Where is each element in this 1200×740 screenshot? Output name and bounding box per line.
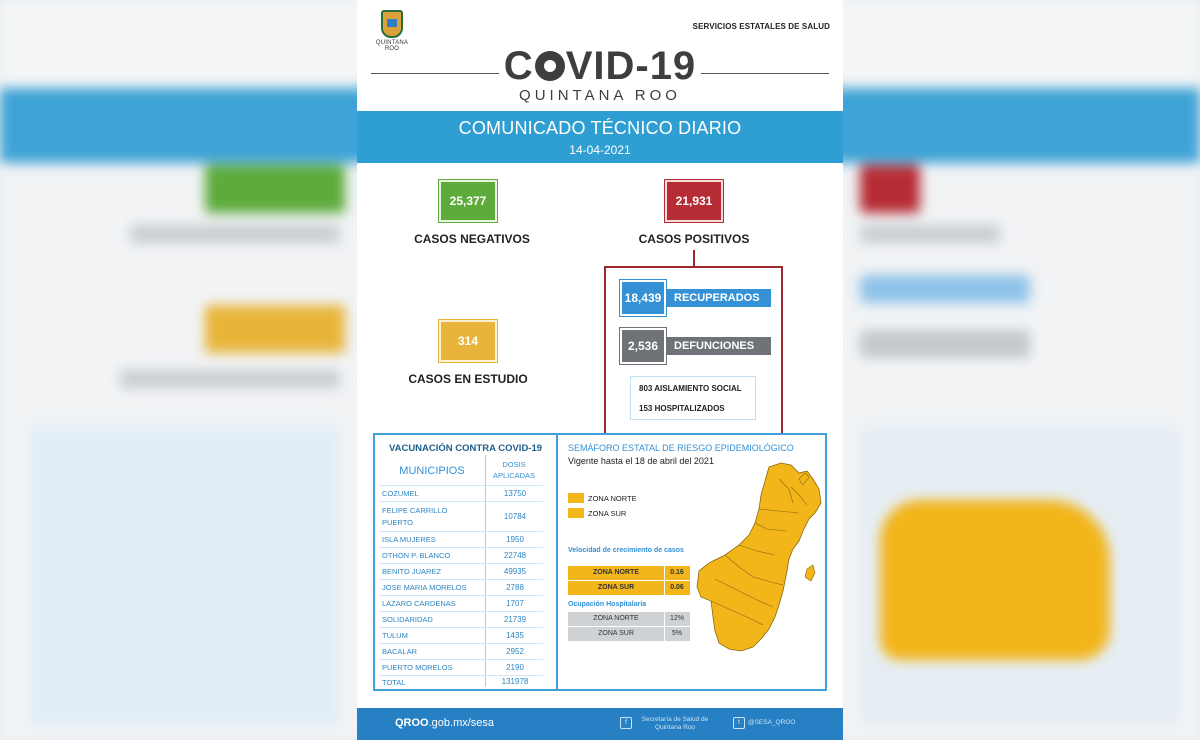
ocupacion-zona: ZONA SUR [568, 627, 665, 641]
dosis-cell: 21739 [503, 615, 527, 624]
table-row-total [379, 675, 543, 690]
banner-title: COMUNICADO TÉCNICO DIARIO [458, 118, 742, 138]
positivos-detail-box [630, 376, 756, 420]
panel-divider [556, 435, 558, 689]
ocupacion-valor: 5% [671, 630, 683, 637]
semaforo-title: SEMÁFORO ESTATAL DE RIESGO EPIDEMIOLÓGICO [568, 443, 794, 453]
municipio-cell: BENITO JUAREZ [382, 567, 442, 576]
dosis-cell: 2190 [506, 663, 524, 672]
footer-url-rest: .gob.mx/sesa [428, 717, 495, 729]
page-title [357, 42, 843, 90]
table-row [379, 659, 543, 676]
page-subtitle: QUINTANA ROO [519, 87, 681, 104]
municipio-cell: BACALAR [382, 647, 418, 656]
defunciones-value: 2,536 [620, 328, 666, 364]
header-agency: SERVICIOS ESTATALES DE SALUD [692, 22, 830, 31]
table-row [379, 595, 543, 612]
quintana-roo-map [695, 459, 827, 655]
dosis-cell: 131978 [501, 677, 529, 686]
table-row [379, 563, 543, 580]
table-row [379, 627, 543, 644]
table-row [379, 579, 543, 596]
state-crest-icon [381, 10, 403, 38]
dosis-cell: 13750 [503, 489, 527, 498]
velocidad-zona: ZONA NORTE [568, 566, 665, 580]
positivos-value: 21,931 [665, 180, 723, 222]
footer-facebook-text: Secretaría de Salud de Quintana Roo [641, 716, 709, 731]
municipio-cell: TOTAL [382, 678, 406, 687]
municipio-cell: TULUM [382, 631, 408, 640]
velocidad-row-norte [568, 566, 690, 580]
table-row [379, 547, 543, 564]
velocidad-valor: 0.16 [670, 569, 684, 576]
vaccination-semaforo-panel [373, 433, 827, 691]
municipio-cell: FELIPE CARRILLO PUERTO [382, 506, 448, 527]
table-row [379, 531, 543, 548]
recuperados-value: 18,439 [620, 280, 666, 316]
title-suffix: VID-19 [565, 44, 697, 88]
facebook-icon: f [620, 717, 632, 729]
semaforo-vigencia: Vigente hasta el 18 de abril del 2021 [568, 456, 714, 466]
banner-date: 14-04-2021 [569, 143, 631, 157]
negativos-label: CASOS NEGATIVOS [414, 232, 530, 246]
dosis-cell: 1435 [506, 631, 524, 640]
dosis-cell: 1707 [506, 599, 524, 608]
dosis-cell: 22748 [503, 551, 527, 560]
ocupacion-row-sur [568, 627, 690, 641]
ocupacion-row-norte [568, 612, 690, 626]
ocupacion-valor: 12% [669, 615, 684, 622]
legend-label-sur: ZONA SUR [588, 509, 627, 518]
velocidad-valor: 0.06 [670, 584, 684, 591]
velocidad-row-sur [568, 581, 690, 595]
velocidad-zona: ZONA SUR [568, 581, 665, 595]
banner [357, 111, 843, 163]
dosis-cell: 2788 [506, 583, 524, 592]
table-row [379, 485, 543, 502]
ocupacion-title: Ocupación Hospitalaria [568, 601, 647, 608]
municipio-cell: ISLA MUJERES [382, 535, 436, 544]
footer [357, 708, 843, 740]
defunciones-label: DEFUNCIONES [666, 337, 771, 355]
dosis-cell: 10784 [503, 512, 527, 521]
positivos-connector [693, 250, 695, 267]
legend-swatch-sur [568, 508, 584, 518]
municipio-cell: LAZARO CARDENAS [382, 599, 456, 608]
legend-swatch-norte [568, 493, 584, 503]
municipio-cell: OTHON P. BLANCO [382, 551, 451, 560]
velocidad-title: Velocidad de crecimiento de casos [568, 547, 684, 554]
logo-text: QUINTANA ROO [375, 40, 409, 52]
ocupacion-zona: ZONA NORTE [568, 612, 665, 626]
municipio-cell: PUERTO MORELOS [382, 663, 453, 672]
footer-url[interactable] [395, 717, 494, 729]
aislamiento-text: 803 AISLAMIENTO SOCIAL [639, 384, 742, 393]
twitter-icon: t [733, 717, 745, 729]
dosis-cell: 2952 [506, 647, 524, 656]
dosis-cell: 1950 [506, 535, 524, 544]
vaccination-title: VACUNACIÓN CONTRA COVID-19 [388, 443, 543, 454]
table-row [379, 501, 543, 532]
table-row [379, 643, 543, 660]
municipio-cell: SOLIDARIDAD [382, 615, 433, 624]
col-header-dosis: DOSIS APLICADAS [492, 460, 536, 480]
municipio-cell: JOSE MARIA MORELOS [382, 583, 467, 592]
hospitalizados-text: 153 HOSPITALIZADOS [639, 404, 725, 413]
covid-report-poster [357, 0, 843, 740]
legend-label-norte: ZONA NORTE [588, 494, 637, 503]
virus-icon [535, 51, 565, 81]
dosis-cell: 49935 [503, 567, 527, 576]
municipio-cell: COZUMEL [382, 489, 419, 498]
negativos-value: 25,377 [439, 180, 497, 222]
estudio-label: CASOS EN ESTUDIO [408, 372, 528, 386]
footer-url-bold: QROO [395, 717, 429, 729]
title-prefix: C [503, 44, 534, 88]
col-header-municipios: MUNICIPIOS [399, 465, 465, 477]
map-cozumel-island [805, 565, 815, 581]
positivos-label: CASOS POSITIVOS [638, 232, 750, 246]
footer-twitter-text: @SESA_QROO [748, 719, 796, 726]
table-row [379, 611, 543, 628]
estudio-value: 314 [439, 320, 497, 362]
recuperados-label: RECUPERADOS [666, 289, 771, 307]
